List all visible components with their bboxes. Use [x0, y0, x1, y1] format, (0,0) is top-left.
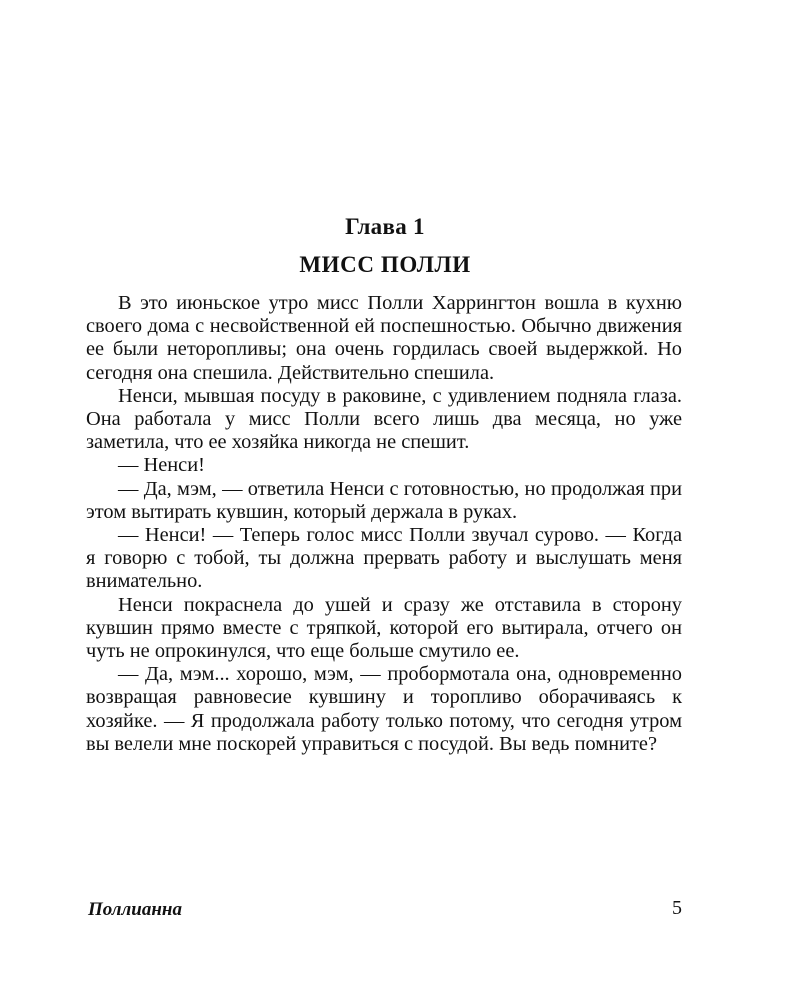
paragraph: В это июньское утро мисс Полли Харрингтон вошла в кухню своего дома с несвойственной ей поспешностью. Обычно движения ее были неторопливы; она очень гордилась своей выдержкой. Но сегодня она спешила. Действительно спешила. [86, 292, 682, 384]
paragraph: Ненси, мывшая посуду в раковине, с удивлением подняла глаза. Она работала у мисс Полли всего лишь два месяца, но уже заметила, что ее хозяйка никогда не спешит. [86, 384, 682, 454]
chapter-body [86, 292, 682, 756]
paragraph: — Да, мэм... хорошо, мэм, — пробормотала она, одновременно возвращая равновесие кувшину и торопливо оборачиваясь к хозяйке. — Я продолжала работу только потому, что сегодня утром вы велели мне поскорей управиться с посудой. Вы ведь помните? [86, 663, 682, 755]
running-footer-title: Поллианна [88, 899, 182, 920]
paragraph: — Да, мэм, — ответила Ненси с готовностью, но продолжая при этом вытирать кувшин, который держала в руках. [86, 477, 682, 523]
paragraph: Ненси покраснела до ушей и сразу же отставила в сторону кувшин прямо вместе с тряпкой, которой его вытирала, отчего он чуть не опрокинулся, что еще больше смутило ее. [86, 593, 682, 663]
chapter-title: МИСС ПОЛЛИ [299, 252, 471, 277]
paragraph: — Ненси! — Теперь голос мисс Полли звучал сурово. — Когда я говорю с тобой, ты должна прервать работу и выслушать меня внимательно. [86, 524, 682, 593]
paragraph: — Ненси! [118, 454, 205, 477]
page-number: 5 [672, 897, 682, 919]
chapter-number: Глава 1 [345, 214, 425, 239]
